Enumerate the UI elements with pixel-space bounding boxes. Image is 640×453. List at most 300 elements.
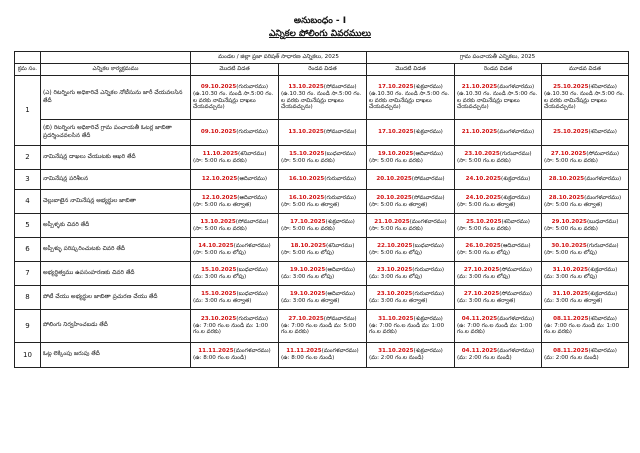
schedule-date-line — [544, 291, 626, 298]
schedule-note: (ఉ: 8:00 గం.ల నుండి) — [281, 355, 335, 361]
schedule-date: 12.10.2025 — [201, 194, 238, 201]
schedule-note: (సా: 5:00 గం.ల తర్వాత) — [281, 201, 340, 208]
schedule-day: (గురువారము) — [586, 242, 619, 249]
schedule-note: (ఉ.10.30 గం. నుండి సా.5:00 గం. ల వరకు నామినేషన్లు దాఖలు చేయవచ్చును) — [544, 90, 625, 111]
schedule-date-line — [369, 291, 452, 298]
table-row — [15, 238, 629, 262]
schedule-note: (మ: 3:00 గం.ల లోపు) — [193, 273, 247, 280]
schedule-day: (శుక్రవారము) — [325, 218, 355, 225]
annexure-label: అనుబంధం - I — [293, 16, 347, 26]
schedule-date: 25.10.2025 — [553, 129, 589, 135]
schedule-date: 19.10.2025 — [377, 150, 414, 157]
program-item: (ఎ) రిటర్నింగు అధికారిచే ఎన్నికల నోటీసును జారీ చేయవలసిన తేదీ — [41, 76, 191, 120]
schedule-date-line — [544, 151, 626, 158]
schedule-date: 15.10.2025 — [201, 266, 237, 273]
schedule-day: (శుక్రవారము) — [413, 315, 443, 322]
schedule-note: (మ: 3:00 గం.ల తర్వాత) — [281, 297, 340, 304]
schedule-date-line — [457, 267, 539, 274]
schedule-date-line — [369, 267, 452, 274]
schedule-day: (బుధవారము) — [236, 266, 268, 273]
schedule-note: (సా: 5:00 గం.ల తర్వాత) — [193, 201, 252, 208]
schedule-cell — [367, 262, 455, 286]
schedule-day: (సోమవారము) — [323, 315, 357, 322]
schedule-date-line — [281, 151, 364, 158]
schedule-note: (మ: 3:00 గం.ల లోపు) — [281, 273, 335, 280]
schedule-cell — [542, 146, 629, 170]
schedule-date: 21.10.2025 — [461, 129, 498, 135]
schedule-date-line — [457, 243, 539, 250]
table-row — [15, 310, 629, 343]
schedule-note: (ఉ.10.30 గం. నుండి సా.5:00 గం. ల వరకు నామినేషన్లు దాఖలు చేయవచ్చును) — [193, 90, 274, 111]
schedule-day: (శనివారము) — [588, 348, 617, 355]
schedule-date: 31.10.2025 — [378, 315, 414, 322]
row-number: 4 — [15, 190, 41, 214]
schedule-date-line — [544, 243, 626, 250]
schedule-day: (మంగళవారము) — [321, 348, 359, 355]
table-row — [15, 170, 629, 190]
schedule-day: (సోమవారము) — [411, 176, 445, 182]
schedule-day: (సోమవారము) — [586, 150, 620, 157]
schedule-date: 24.10.2025 — [465, 176, 502, 182]
schedule-date-line — [457, 195, 539, 202]
schedule-date: 18.10.2025 — [290, 242, 326, 249]
schedule-cell — [367, 76, 455, 120]
schedule-date-line — [281, 219, 364, 226]
row-number: 7 — [15, 262, 41, 286]
schedule-cell — [191, 286, 279, 310]
schedule-date-line — [544, 176, 626, 183]
schedule-date-line — [193, 151, 276, 158]
schedule-date: 22.10.2025 — [377, 242, 413, 249]
schedule-cell — [279, 238, 367, 262]
schedule-date: 31.10.2025 — [552, 290, 589, 297]
schedule-cell — [542, 190, 629, 214]
schedule-cell — [455, 190, 542, 214]
schedule-day: (శనివారము) — [325, 242, 355, 249]
schedule-date: 28.10.2025 — [548, 176, 585, 182]
schedule-date-line — [544, 316, 626, 323]
schedule-body — [15, 76, 629, 368]
group-header-row — [15, 52, 629, 64]
schedule-cell — [191, 190, 279, 214]
schedule-date-line — [544, 267, 626, 274]
schedule-date: 13.10.2025 — [288, 83, 324, 90]
schedule-date: 15.10.2025 — [201, 290, 237, 297]
schedule-cell — [455, 170, 542, 190]
program-item: అప్పీళ్ళకు చివరి తేదీ — [41, 214, 191, 238]
schedule-date-line — [193, 195, 276, 202]
schedule-cell — [367, 190, 455, 214]
schedule-day: (మంగళవారము) — [409, 218, 447, 225]
schedule-date-line — [281, 267, 364, 274]
schedule-day: (శనివారము) — [588, 129, 617, 135]
schedule-day: (బుధవారము) — [586, 218, 619, 225]
schedule-note: (మ: 3:00 గం.ల తర్వాత) — [457, 297, 516, 304]
schedule-date: 21.10.2025 — [461, 83, 498, 90]
schedule-date: 20.10.2025 — [376, 176, 412, 182]
schedule-cell — [279, 286, 367, 310]
schedule-date: 31.10.2025 — [552, 266, 589, 273]
schedule-date-line — [457, 219, 539, 226]
schedule-day: (శుక్రవారము) — [501, 176, 531, 182]
row-number: 8 — [15, 286, 41, 310]
schedule-date-line — [281, 129, 364, 136]
schedule-day: (శనివారము) — [588, 83, 617, 90]
schedule-cell — [455, 262, 542, 286]
schedule-cell — [455, 343, 542, 368]
schedule-date: 17.10.2025 — [378, 129, 414, 135]
schedule-date: 11.11.2025 — [198, 348, 234, 355]
schedule-note: (సా: 5:00 గం.ల తర్వాత) — [544, 201, 603, 208]
schedule-date-line — [544, 129, 626, 136]
table-row — [15, 286, 629, 310]
schedule-date: 08.11.2025 — [553, 315, 589, 322]
schedule-cell — [542, 120, 629, 146]
program-item: ఓట్ల లెక్కింపు జరుపు తేదీ — [41, 343, 191, 368]
schedule-date-line — [457, 316, 539, 323]
schedule-day: (శనివారము) — [501, 218, 530, 225]
schedule-note: (సా: 5:00 గం.ల తర్వాత) — [369, 201, 428, 208]
schedule-day: (మంగళవారము) — [584, 194, 622, 201]
schedule-cell — [455, 310, 542, 343]
schedule-date-line — [457, 291, 539, 298]
schedule-note: (మ: 3:00 గం.ల తర్వాత) — [544, 297, 603, 304]
phase-1-header: మొదటి విడత — [191, 64, 279, 76]
program-item: పోటీ చేయు అభ్యర్థుల జాబితా ప్రచురణ చేయు తేదీ — [41, 286, 191, 310]
schedule-day: (గురువారము) — [412, 266, 445, 273]
schedule-date: 09.10.2025 — [200, 83, 237, 90]
schedule-note: (ఉ: 7:00 గం.ల నుండి మ: 5:00 గం.ల వరకు) — [281, 322, 357, 336]
schedule-cell — [279, 120, 367, 146]
schedule-date: 30.10.2025 — [551, 242, 587, 249]
table-row — [15, 76, 629, 120]
schedule-note: (సా: 5:00 గం.ల లోపు) — [544, 249, 598, 256]
schedule-date: 12.10.2025 — [201, 176, 238, 182]
schedule-cell — [455, 76, 542, 120]
schedule-day: (సోమవారము) — [235, 218, 269, 225]
schedule-note: (సా: 5:00 గం.ల తర్వాత) — [457, 201, 516, 208]
schedule-date-line — [369, 195, 452, 202]
schedule-cell — [542, 262, 629, 286]
schedule-day: (ఆదివారము) — [237, 194, 268, 201]
schedule-date: 17.10.2025 — [290, 218, 326, 225]
schedule-date-line — [369, 129, 452, 136]
schedule-day: (ఆదివారము) — [325, 290, 356, 297]
schedule-date: 27.10.2025 — [550, 150, 587, 157]
schedule-date-line — [281, 316, 364, 323]
schedule-day: (మంగళవారము) — [497, 83, 535, 90]
schedule-day: (గురువారము) — [324, 176, 357, 182]
schedule-day: (ఆదివారము) — [325, 266, 356, 273]
schedule-cell — [367, 238, 455, 262]
schedule-note: (మ: 3:00 గం.ల లోపు) — [457, 273, 511, 280]
schedule-day: (శుక్రవారము) — [501, 194, 531, 201]
schedule-date-line — [281, 176, 364, 183]
schedule-cell — [542, 214, 629, 238]
schedule-date-line — [544, 195, 626, 202]
schedule-day: (సోమవారము) — [323, 129, 357, 135]
schedule-date-line — [193, 243, 276, 250]
schedule-cell — [455, 286, 542, 310]
schedule-note: (సా: 5:00 గం.ల లోపు) — [193, 249, 247, 256]
schedule-cell — [455, 214, 542, 238]
schedule-date: 17.10.2025 — [378, 83, 414, 90]
schedule-day: (మంగళవారము) — [497, 129, 535, 135]
schedule-note: (సా: 5:00 గం.ల వరకు) — [281, 225, 335, 232]
schedule-cell — [542, 286, 629, 310]
schedule-cell — [191, 146, 279, 170]
schedule-date-line — [544, 84, 626, 91]
schedule-day: (సోమవారము) — [499, 266, 533, 273]
schedule-cell — [279, 76, 367, 120]
program-item: నామినేషన్ల పరిశీలన — [41, 170, 191, 190]
schedule-note: (సా: 5:00 గం.ల వరకు) — [457, 225, 511, 232]
schedule-cell — [279, 343, 367, 368]
schedule-date: 13.10.2025 — [200, 218, 236, 225]
schedule-date: 29.10.2025 — [551, 218, 587, 225]
schedule-cell — [191, 343, 279, 368]
schedule-table — [14, 51, 629, 368]
schedule-cell — [367, 214, 455, 238]
schedule-date-line — [281, 84, 364, 91]
schedule-date: 16.10.2025 — [288, 194, 325, 201]
schedule-note: (ఉ: 7:00 గం.ల నుండి మ: 1:00 గం.ల వరకు) — [544, 322, 620, 336]
schedule-cell — [367, 146, 455, 170]
schedule-date-line — [193, 348, 276, 355]
schedule-note: (సా: 5:00 గం.ల లోపు) — [281, 249, 335, 256]
schedule-note: (ఉ: 7:00 గం.ల నుండి మ: 1:00 గం.ల వరకు) — [193, 322, 269, 336]
schedule-cell — [542, 238, 629, 262]
schedule-cell — [542, 76, 629, 120]
row-number: 9 — [15, 310, 41, 343]
schedule-date-line — [457, 129, 539, 136]
schedule-day: (గురువారము) — [499, 150, 532, 157]
schedule-day: (మంగళవారము) — [233, 242, 271, 249]
row-number: 10 — [15, 343, 41, 368]
schedule-day: (గురువారము) — [236, 83, 269, 90]
program-item: అభ్యర్థిత్వము ఉపసంహరణకు చివరి తేదీ — [41, 262, 191, 286]
schedule-cell — [191, 310, 279, 343]
schedule-note: (మ: 3:00 గం.ల తర్వాత) — [369, 297, 428, 304]
schedule-day: (గురువారము) — [236, 129, 269, 135]
schedule-date: 27.10.2025 — [463, 266, 500, 273]
schedule-cell — [191, 262, 279, 286]
schedule-day: (శుక్రవారము) — [588, 290, 618, 297]
schedule-day: (శుక్రవారము) — [588, 266, 618, 273]
schedule-date: 25.10.2025 — [553, 83, 589, 90]
schedule-note: (మ: 2:00 గం.ల నుండి) — [544, 355, 599, 361]
schedule-note: (మ: 2:00 గం.ల నుండి) — [457, 355, 512, 361]
schedule-date-line — [281, 243, 364, 250]
phase-1-header-gp: మొదటి విడత — [367, 64, 455, 76]
schedule-note: (ఉ.10.30 గం. నుండి సా.5:00 గం. ల వరకు నామినేషన్లు దాఖలు చేయవచ్చును) — [369, 90, 450, 111]
col-program-header: ఎన్నికల కార్యక్రమము — [41, 64, 191, 76]
schedule-day: (సోమవారము) — [323, 83, 357, 90]
schedule-date: 27.10.2025 — [463, 290, 500, 297]
schedule-note: (సా: 5:00 గం.ల వరకు) — [193, 157, 247, 164]
row-number: 5 — [15, 214, 41, 238]
table-row — [15, 262, 629, 286]
schedule-note: (సా: 5:00 గం.ల వరకు) — [369, 157, 423, 164]
schedule-date: 08.11.2025 — [553, 348, 589, 355]
table-row — [15, 120, 629, 146]
schedule-cell — [367, 343, 455, 368]
col-serial-header: క్రమ సం. — [15, 64, 41, 76]
schedule-cell — [191, 238, 279, 262]
schedule-note: (ఉ: 7:00 గం.ల నుండి మ: 1:00 గం.ల వరకు) — [457, 322, 533, 336]
schedule-date: 15.10.2025 — [289, 150, 325, 157]
schedule-note: (మ: 2:00 గం.ల నుండి) — [369, 355, 424, 361]
schedule-date: 13.10.2025 — [288, 129, 324, 135]
schedule-day: (మంగళవారము) — [497, 315, 535, 322]
schedule-date-line — [193, 84, 276, 91]
schedule-day: (సోమవారము) — [411, 194, 445, 201]
schedule-cell — [455, 238, 542, 262]
schedule-note: (సా: 5:00 గం.ల వరకు) — [281, 157, 335, 164]
schedule-date-line — [457, 348, 539, 355]
schedule-day: (సోమవారము) — [499, 290, 533, 297]
schedule-date: 31.10.2025 — [378, 348, 414, 355]
document-title: ఎన్నికల పోలింగు వివరములు — [268, 29, 371, 39]
schedule-date-line — [544, 348, 626, 355]
schedule-day: (మంగళవారము) — [497, 348, 535, 355]
schedule-cell — [367, 120, 455, 146]
schedule-note: (సా: 5:00 గం.ల వరకు) — [369, 225, 423, 232]
schedule-date-line — [193, 176, 276, 183]
group-header-panchayat: గ్రామ పంచాయతీ ఎన్నికలు, 2025 — [367, 52, 629, 64]
schedule-date: 23.10.2025 — [376, 266, 413, 273]
schedule-date: 24.10.2025 — [465, 194, 502, 201]
schedule-date: 23.10.2025 — [200, 315, 237, 322]
schedule-note: (మ: 3:00 గం.ల లోపు) — [369, 273, 423, 280]
schedule-day: (మంగళవారము) — [233, 348, 271, 355]
schedule-date-line — [369, 151, 452, 158]
schedule-date-line — [369, 176, 452, 183]
schedule-date-line — [193, 129, 276, 136]
schedule-date-line — [369, 316, 452, 323]
schedule-date: 14.10.2025 — [198, 242, 234, 249]
group-header-parishad: మండల / జిల్లా ప్రజా పరిషత్ సాధారణ ఎన్నికలు, 2025 — [191, 52, 367, 64]
program-item: పోలింగు నిర్వహించబడు తేదీ — [41, 310, 191, 343]
schedule-day: (మంగళవారము) — [584, 176, 622, 182]
phase-2-header-gp: రెండవ విడత — [455, 64, 542, 76]
phase-2-header: రెండవ విడత — [279, 64, 367, 76]
schedule-note: (సా: 5:00 గం.ల వరకు) — [544, 157, 598, 164]
schedule-date-line — [457, 84, 539, 91]
schedule-note: (ఉ.10.30 గం. నుండి సా.5:00 గం. ల వరకు నామినేషన్లు దాఖలు చేయవచ్చును) — [457, 90, 538, 111]
row-number: 2 — [15, 146, 41, 170]
schedule-cell — [191, 120, 279, 146]
schedule-cell — [191, 170, 279, 190]
schedule-cell — [542, 170, 629, 190]
schedule-date-line — [457, 151, 539, 158]
table-row — [15, 146, 629, 170]
schedule-cell — [367, 170, 455, 190]
schedule-day: (శనివారము) — [237, 150, 267, 157]
schedule-day: (గురువారము) — [324, 194, 357, 201]
schedule-date-line — [369, 84, 452, 91]
phase-header-row — [15, 64, 629, 76]
schedule-date: 23.10.2025 — [376, 290, 413, 297]
schedule-date-line — [281, 195, 364, 202]
schedule-cell — [279, 146, 367, 170]
schedule-date: 28.10.2025 — [548, 194, 585, 201]
schedule-date: 26.10.2025 — [465, 242, 501, 249]
program-item: నామినేషన్ల దాఖలు చేయుటకు ఆఖరి తేదీ — [41, 146, 191, 170]
schedule-cell — [191, 76, 279, 120]
schedule-date: 27.10.2025 — [288, 315, 324, 322]
table-row — [15, 343, 629, 368]
schedule-date: 19.10.2025 — [289, 290, 326, 297]
program-item: చెల్లుబాటైన నామినేషన్ల అభ్యర్థుల జాబితా — [41, 190, 191, 214]
schedule-date: 04.11.2025 — [461, 348, 498, 355]
schedule-day: (శుక్రవారము) — [413, 129, 443, 135]
schedule-note: (సా: 5:00 గం.ల వరకు) — [544, 225, 598, 232]
schedule-day: (ఆదివారము) — [237, 176, 268, 182]
schedule-date-line — [193, 219, 276, 226]
row-number: 6 — [15, 238, 41, 262]
schedule-cell — [455, 120, 542, 146]
program-item: (బి) రిటర్నింగు అధికారిచే గ్రామ పంచాయతీ ఓటర్ల జాబితా ప్రదర్శించవలసిన తేదీ — [41, 120, 191, 146]
schedule-day: (బుధవారము) — [236, 290, 268, 297]
schedule-cell — [542, 343, 629, 368]
schedule-day: (ఆదివారము) — [500, 242, 531, 249]
schedule-note: (సా: 5:00 గం.ల లోపు) — [369, 249, 423, 256]
schedule-cell — [279, 170, 367, 190]
schedule-date-line — [193, 316, 276, 323]
schedule-day: (గురువారము) — [412, 290, 445, 297]
schedule-day: (శుక్రవారము) — [413, 83, 443, 90]
schedule-note: (సా: 5:00 గం.ల వరకు) — [193, 225, 247, 232]
schedule-note: (ఉ.10.30 గం. నుండి సా.5:00 గం. ల వరకు నామినేషన్లు దాఖలు చేయవచ్చును) — [281, 90, 362, 111]
schedule-cell — [542, 310, 629, 343]
schedule-date-line — [281, 348, 364, 355]
schedule-note: (ఉ: 7:00 గం.ల నుండి మ: 1:00 గం.ల వరకు) — [369, 322, 445, 336]
schedule-date: 04.11.2025 — [461, 315, 498, 322]
schedule-date-line — [457, 176, 539, 183]
schedule-cell — [455, 146, 542, 170]
schedule-date: 09.10.2025 — [200, 129, 237, 135]
schedule-date-line — [369, 348, 452, 355]
schedule-date: 21.10.2025 — [374, 218, 410, 225]
schedule-cell — [191, 214, 279, 238]
schedule-day: (శుక్రవారము) — [413, 348, 443, 355]
schedule-note: (ఉ: 8:00 గం.ల నుండి) — [193, 355, 247, 361]
schedule-date: 20.10.2025 — [376, 194, 412, 201]
row-number: 1 — [15, 76, 41, 146]
table-row — [15, 214, 629, 238]
schedule-day: (శనివారము) — [588, 315, 617, 322]
schedule-date: 19.10.2025 — [289, 266, 326, 273]
schedule-note: (మ: 3:00 గం.ల తర్వాత) — [193, 297, 252, 304]
schedule-cell — [279, 310, 367, 343]
schedule-date: 25.10.2025 — [466, 218, 502, 225]
schedule-note: (సా: 5:00 గం.ల వరకు) — [457, 157, 511, 164]
schedule-cell — [367, 310, 455, 343]
schedule-date-line — [193, 267, 276, 274]
schedule-date-line — [369, 243, 452, 250]
schedule-cell — [279, 214, 367, 238]
schedule-day: (ఆదివారము) — [413, 150, 444, 157]
schedule-cell — [279, 262, 367, 286]
schedule-date: 16.10.2025 — [288, 176, 325, 182]
row-number: 3 — [15, 170, 41, 190]
schedule-date-line — [281, 291, 364, 298]
schedule-note: (మ: 3:00 గం.ల లోపు) — [544, 273, 598, 280]
schedule-date: 23.10.2025 — [464, 150, 500, 157]
schedule-date: 11.11.2025 — [286, 348, 322, 355]
phase-3-header-gp: మూడవ విడత — [542, 64, 629, 76]
